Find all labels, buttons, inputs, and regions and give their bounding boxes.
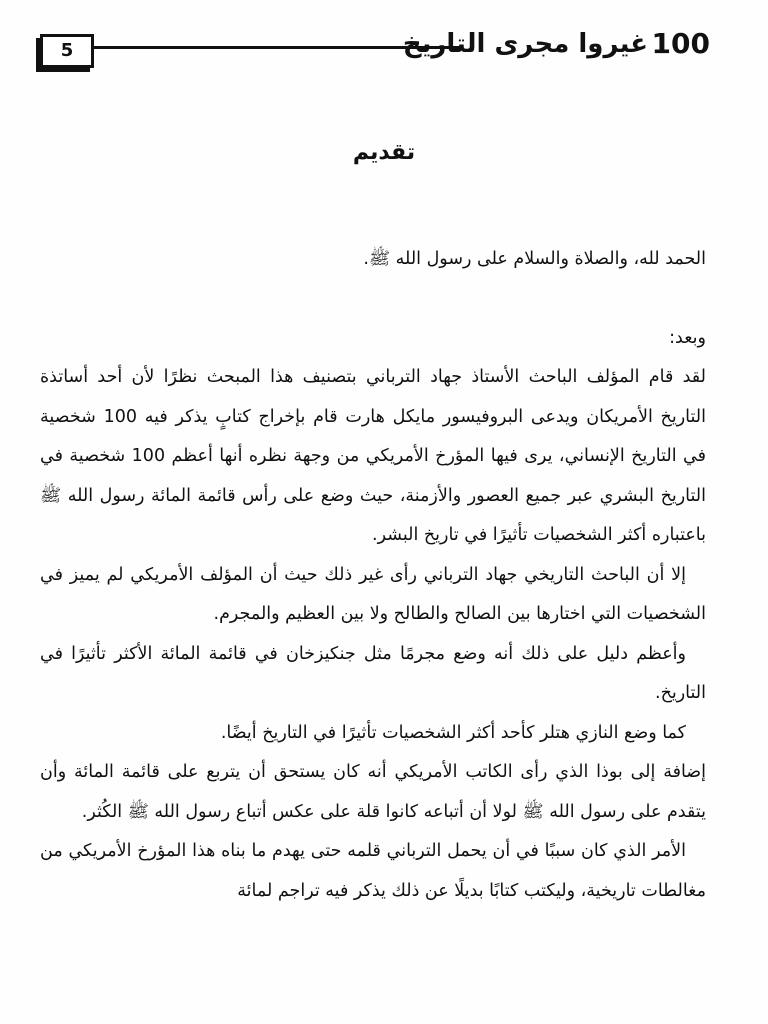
paragraph: لقد قام المؤلف الباحث الأستاذ جهاد الترباني بتصنيف هذا المبحث نظرًا لأن أحد أساتذة التاريخ الأمريكان ويدعى البروفيسور مايكل هارت قام بإخراج كتابٍ يذكر فيه 100 شخصية في التاريخ الإنساني، يرى فيها المؤرخ الأمريكي من وجهة نظره أنها أعظم 100 شخصية في التاريخ البشري عبر جميع العصور والأزمنة، حيث وضع على رأس قائمة المائة رسول الله ﷺ باعتباره أكثر الشخصيات تأثيرًا في تاريخ البشر. [40,367,706,545]
body-text [40,240,706,911]
paragraph: إضافة إلى بوذا الذي رأى الكاتب الأمريكي أنه كان يستحق أن يتربع على قائمة المائة وأن يتقدم على رسول الله ﷺ لولا أن أتباعه كانوا قلة على عكس أتباع رسول الله ﷺ الكُثر. [40,762,706,822]
page-header [34,24,710,64]
opening-paragraph: الحمد لله، والصلاة والسلام على رسول الله ﷺ. [363,249,706,269]
paragraph: وأعظم دليل على ذلك أنه وضع مجرمًا مثل جنكيزخان في قائمة المائة الأكثر تأثيرًا في التاريخ. [40,643,706,703]
book-number: 100 [651,27,710,60]
section-title: تقديم [352,140,416,165]
book-title: غيروا مجرى التاريخ [402,29,648,59]
paragraph: إلا أن الباحث التاريخي جهاد الترباني رأى غير ذلك حيث أن المؤلف الأمريكي لم يميز في الشخصيات التي اختارها بين الصالح والطالح ولا بين العظيم والمجرم. [40,564,706,624]
paragraph: الأمر الذي كان سببًا في أن يحمل الترباني قلمه حتى يهدم ما بناه هذا المؤرخ الأمريكي من مغالطات تاريخية، وليكتب كتابًا بديلًا عن ذلك يذكر فيه تراجم لمائة [40,841,706,901]
wabad-line: وبعد: [669,327,706,348]
page-number: 5 [40,34,94,68]
paragraph: كما وضع النازي هتلر كأحد أكثر الشخصيات تأثيرًا في التاريخ أيضًا. [220,722,686,743]
